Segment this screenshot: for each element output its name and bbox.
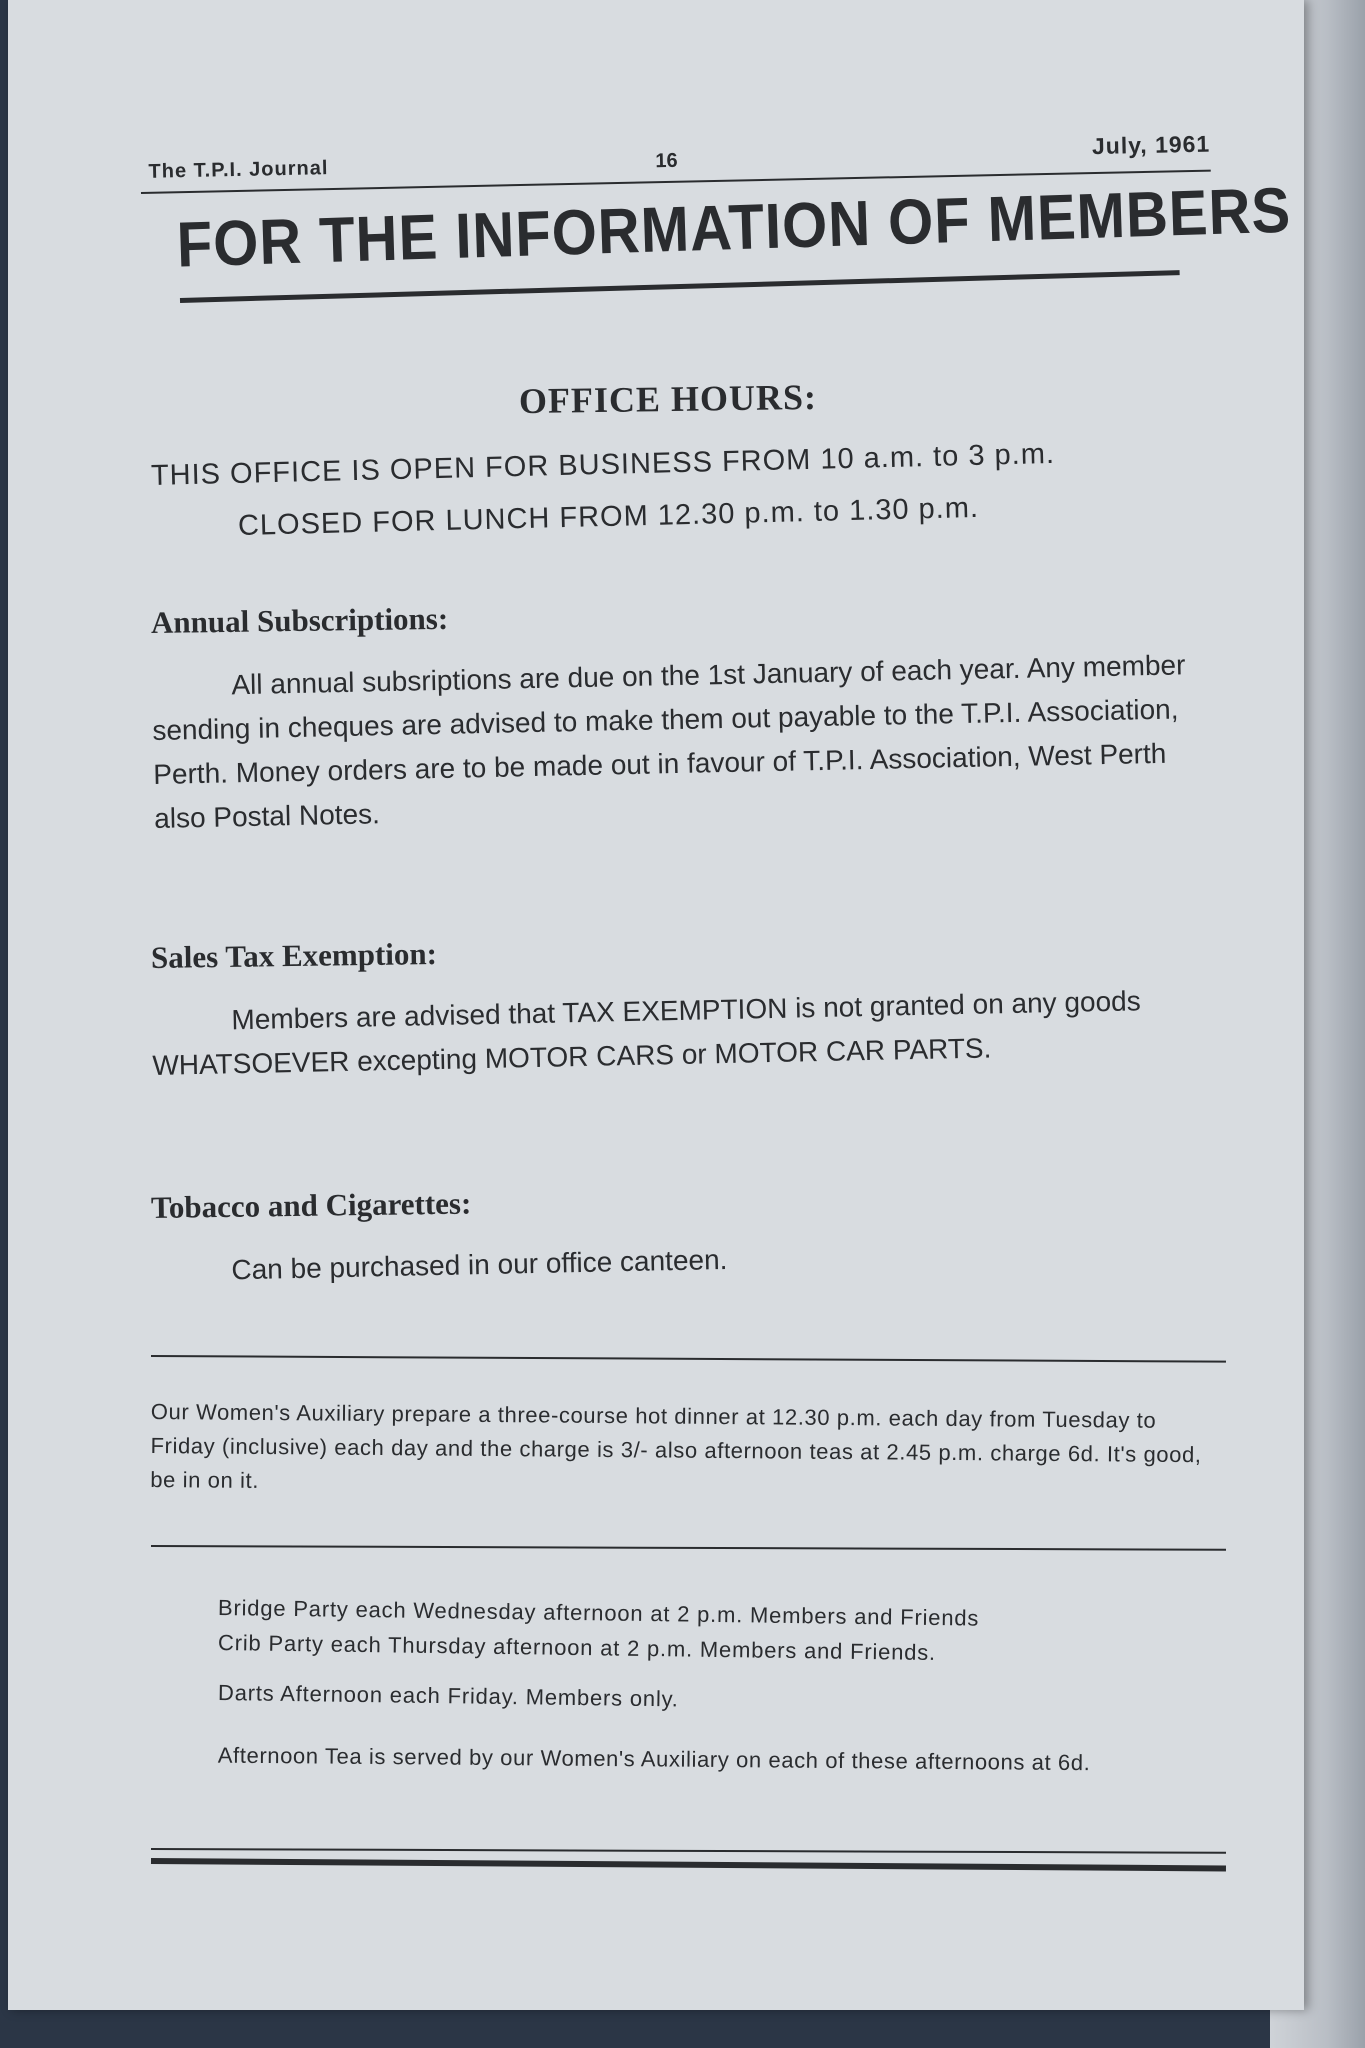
publication-name: The T.P.I. Journal [148,157,329,183]
crib-party-notice: Crib Party each Thursday afternoon at 2 p.m. Members and Friends. [217,1630,937,1666]
annual-subscriptions-heading: Annual Subscriptions: [150,600,449,640]
annual-subscriptions-body: All annual subsriptions are due on the 1st January of each year. Any member sending in cheques are advised to make them out payable to the T.P.I. Association, Perth. Money orders are to be made out in favour of T.P.I. Association, West Perth also Postal Notes. [152,649,1186,834]
sales-tax-body: Members are advised that TAX EXEMPTION is not granted on any goods WHATSOEVER excepting MOTOR CARS or MOTOR CAR PARTS. [152,985,1141,1081]
bottom-thin-rule [151,1848,1226,1854]
bottom-thick-rule [151,1858,1226,1872]
tobacco-heading: Tobacco and Cigarettes: [150,1185,472,1225]
bridge-party-notice: Bridge Party each Wednesday afternoon at 2 p.m. Members and Friends [217,1595,980,1631]
divider [151,1355,1226,1363]
sales-tax-heading: Sales Tax Exemption: [150,936,438,975]
issue-date: July, 1961 [1091,130,1211,160]
womens-auxiliary-notice: Our Women's Auxiliary prepare a three-course hot dinner at 12.30 p.m. each day from Tuesday to Friday (inclusive) each day and the charge is 3/- also afternoon teas at 2.45 p.m. charge 6d. It's good, be in on it. [150,1398,1202,1493]
divider [151,1545,1226,1551]
journal-page [8,0,1304,2010]
tobacco-body: Can be purchased in our office canteen. [231,1243,728,1286]
office-hours-heading: OFFICE HOURS: [518,376,818,422]
page-header [139,88,1211,194]
afternoon-tea-notice: Afternoon Tea is served by our Women's Auxiliary on each of these afternoons at 6d. [217,1742,1091,1776]
office-hours-open: THIS OFFICE IS OPEN FOR BUSINESS FROM 10 a.m. to 3 p.m. [150,437,1056,492]
page-title: FOR THE INFORMATION OF MEMBERS [175,174,1293,281]
office-hours-lunch: CLOSED FOR LUNCH FROM 12.30 p.m. to 1.30 p.m. [237,491,980,542]
darts-afternoon-notice: Darts Afternoon each Friday. Members only. [217,1680,679,1712]
page-number: 16 [655,149,678,173]
